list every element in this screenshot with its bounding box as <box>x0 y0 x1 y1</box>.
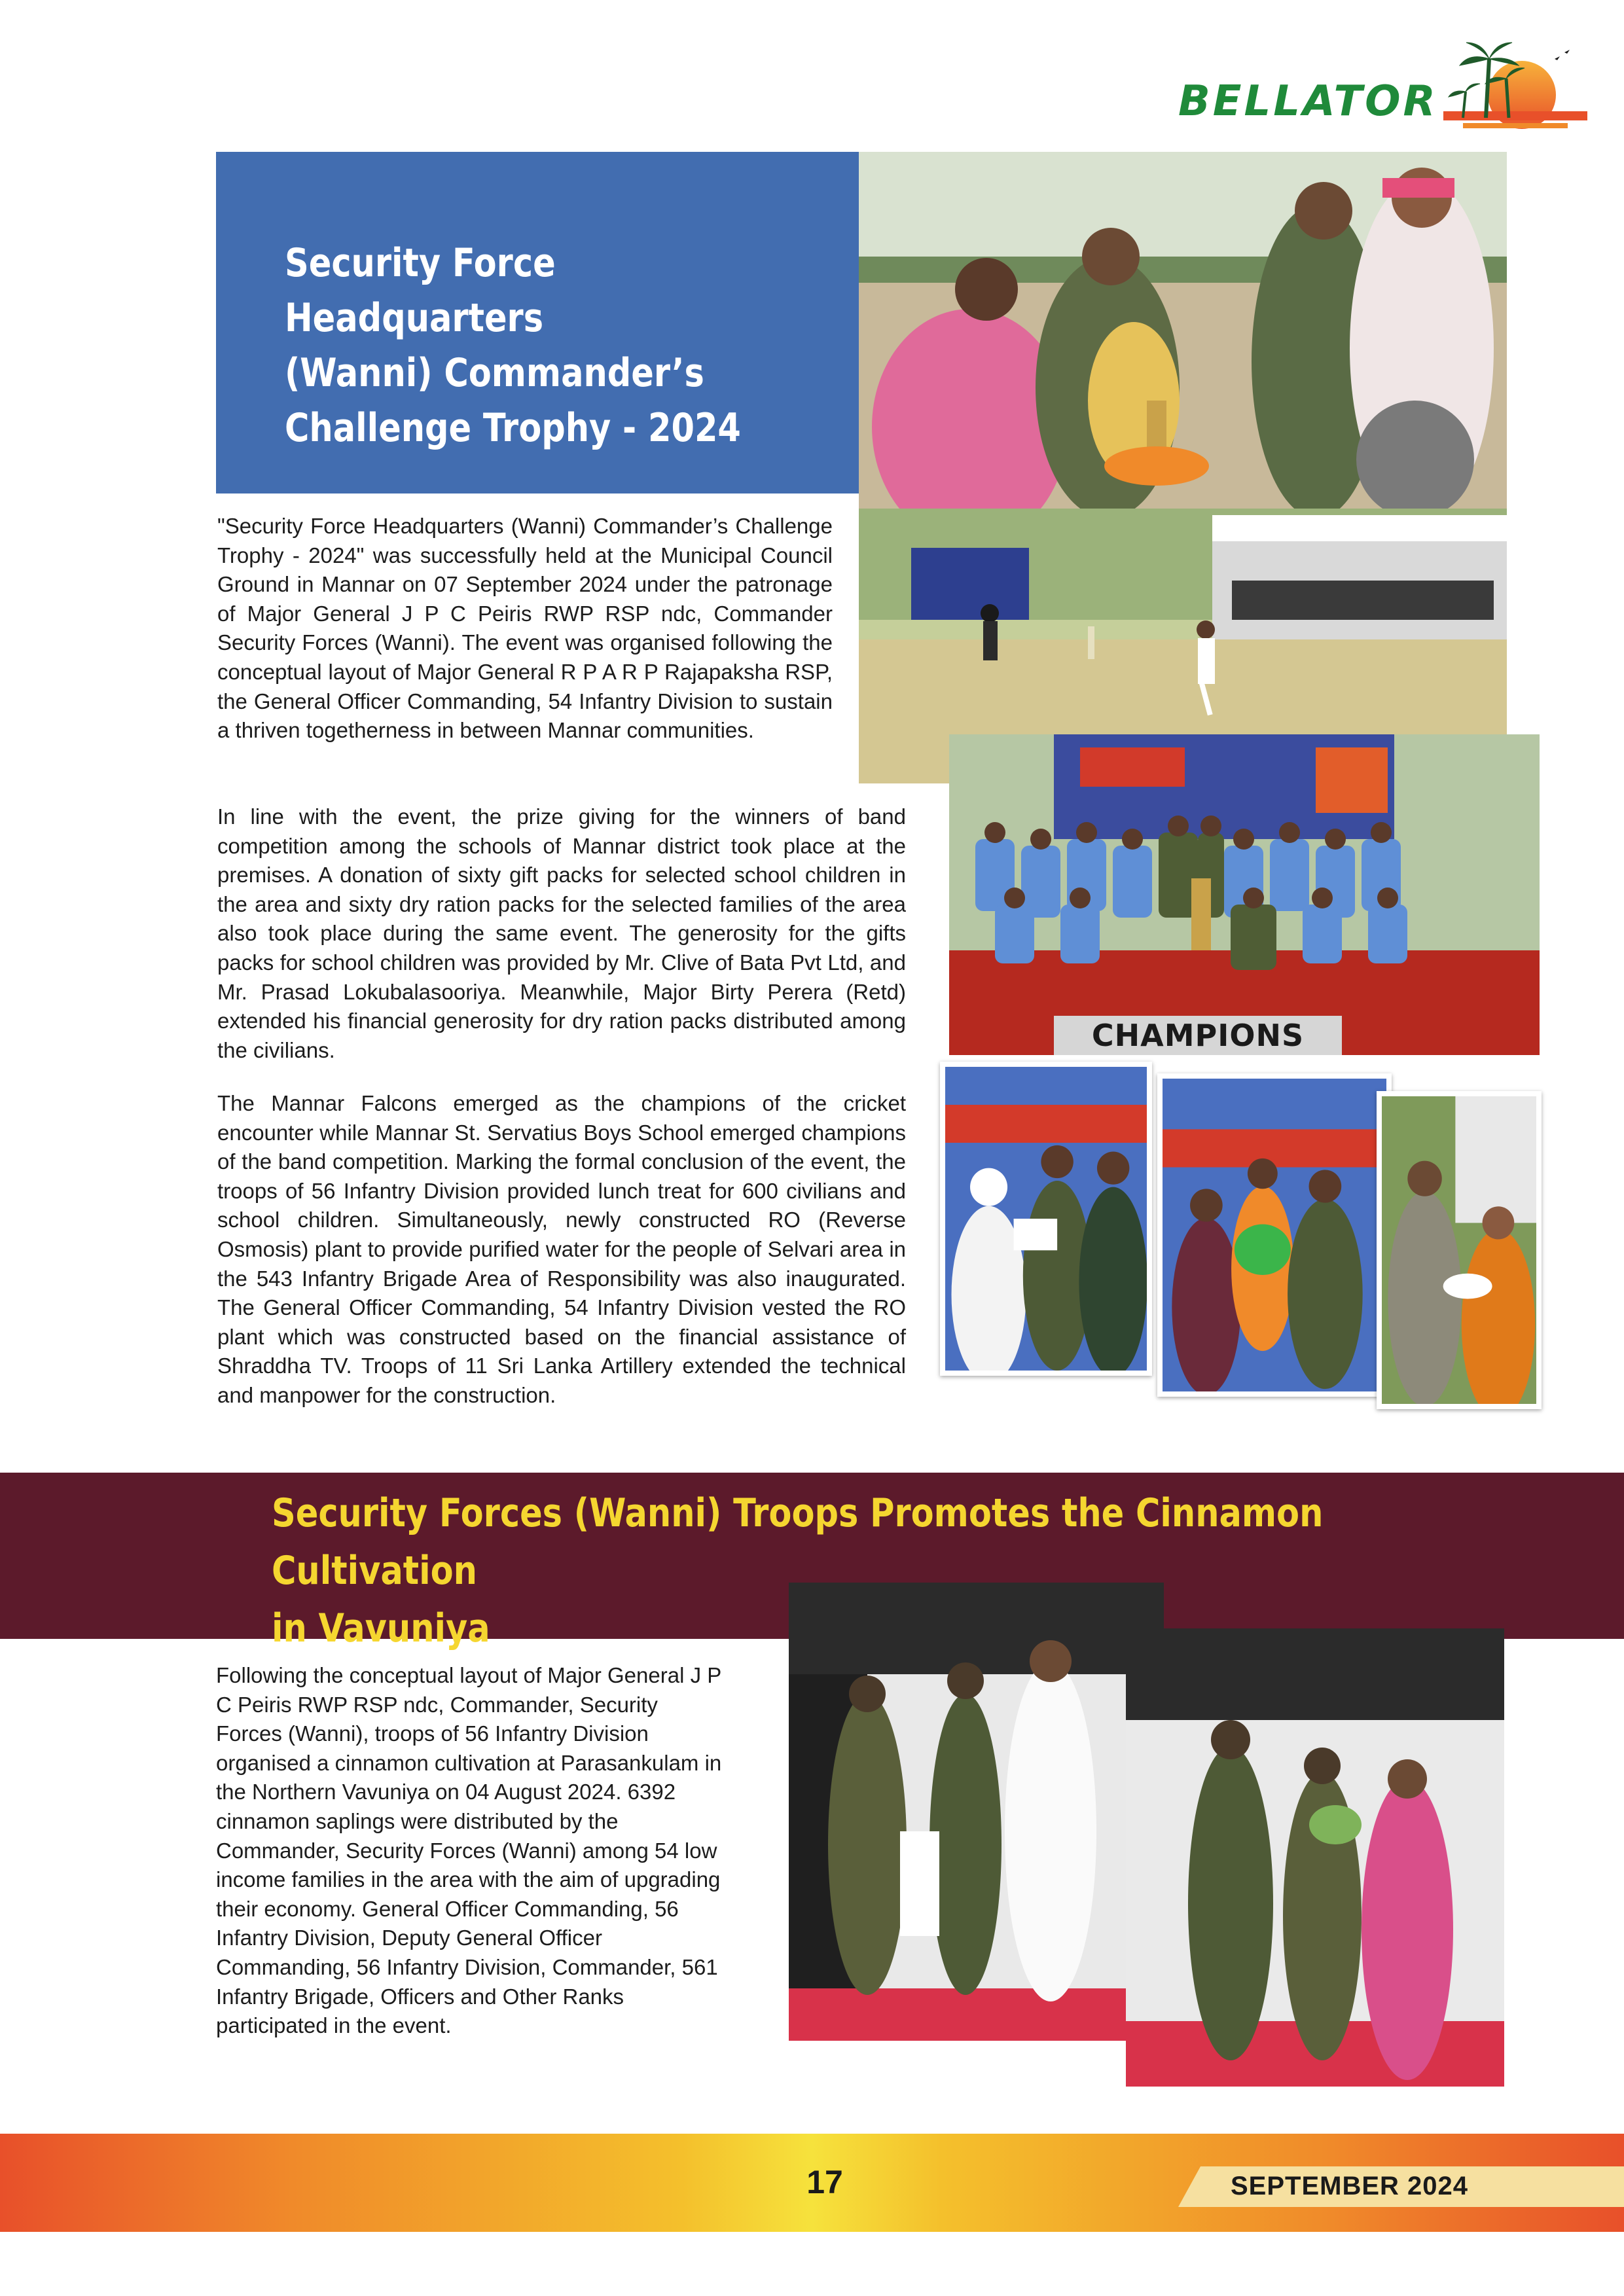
magazine-logo-text: BELLATOR <box>1178 77 1438 126</box>
article-paragraph-1: "Security Force Headquarters (Wanni) Commander’s Challenge Trophy - 2024" was successfully held at the Municipal Council Ground in Mannar on 07 September 2024 under the patronage of Major General J P C Peiris RWP RSP ndc, Commander Security Forces (Wanni). The event was organised following the conceptual layout of Major General R P A R P Rajapaksha RSP, the General Officer Commanding, 54 Infantry Division to sustain a thriven togetherness in between Mannar communities. <box>217 514 833 743</box>
article-paragraph-2: In line with the event, the prize giving for the winners of band competition among the schools of Mannar district took place at the premises. A donation of sixty gift packs for selected school children in the area and sixty dry ration packs for the selected families of the area also took place during the same event. The generosity for the gifts packs for school children was provided by Mr. Clive of Bata Pvt Ltd, and Mr. Prasad Lokubalasooriya. Meanwhile, Major Birty Perera (Retd) extended his financial generosity for dry ration packs distributed among the civilians. <box>217 804 906 1062</box>
champions-banner-label: CHAMPIONS <box>1054 1016 1342 1055</box>
article-paragraph-3: The Mannar Falcons emerged as the champions of the cricket encounter while Mannar St. Servatius Boys School emerged champions of the band competition. Marking the formal conclusion of the event, the troops of 56 Infantry Division provided lunch treat for 600 civilians and school children. Simultaneously, newly constructed RO (Reverse Osmosis) plant to provide purified water for the people of Selvari area in the 543 Infantry Brigade Area of Responsibility was also inaugurated. The General Officer Commanding, 54 Infantry Division vested the RO plant which was constructed based on the financial assistance of Shraddha TV. Troops of 11 Sri Lanka Artillery extended the technical and manpower for the construction. <box>217 1091 906 1407</box>
section-title-line-1: Security Forces (Wanni) Troops Promotes the Cinnamon Cultivation <box>272 1490 1324 1594</box>
cinnamon-handover-photo-1 <box>789 1583 1164 2041</box>
cinnamon-handover-photo-2 <box>1126 1628 1504 2087</box>
section-title-line-2: in Vavuniya <box>272 1605 490 1651</box>
gift-handover-photo-2 <box>1157 1073 1392 1397</box>
article-title: Security Force Headquarters (Wanni) Commander’s Challenge Trophy - 2024 <box>285 240 741 451</box>
issue-date: SEPTEMBER 2024 <box>1231 2172 1469 2200</box>
champions-team-photo <box>949 734 1540 1055</box>
gift-handover-photo-3 <box>1377 1091 1542 1409</box>
page-number: 17 <box>806 2164 843 2200</box>
gift-handover-photo-1 <box>940 1062 1152 1376</box>
ceremony-photo <box>859 152 1507 509</box>
palm-sunset-icon <box>1424 33 1594 151</box>
section-paragraph: Following the conceptual layout of Major General J P C Peiris RWP RSP ndc, Commander, Security Forces (Wanni), troops of 56 Infantry Division organised a cinnamon cultivation at Parasankulam in the Northern Vavuniya on 04 August 2024. 6392 cinnamon saplings were distributed by the Commander, Security Forces (Wanni) among 54 low income families in the area with the aim of upgrading their economy. General Officer Commanding, 56 Infantry Division, Deputy General Officer Commanding, 56 Infantry Division, Commander, 561 Infantry Brigade, Officers and Other Ranks participated in the event. <box>216 1663 722 2038</box>
